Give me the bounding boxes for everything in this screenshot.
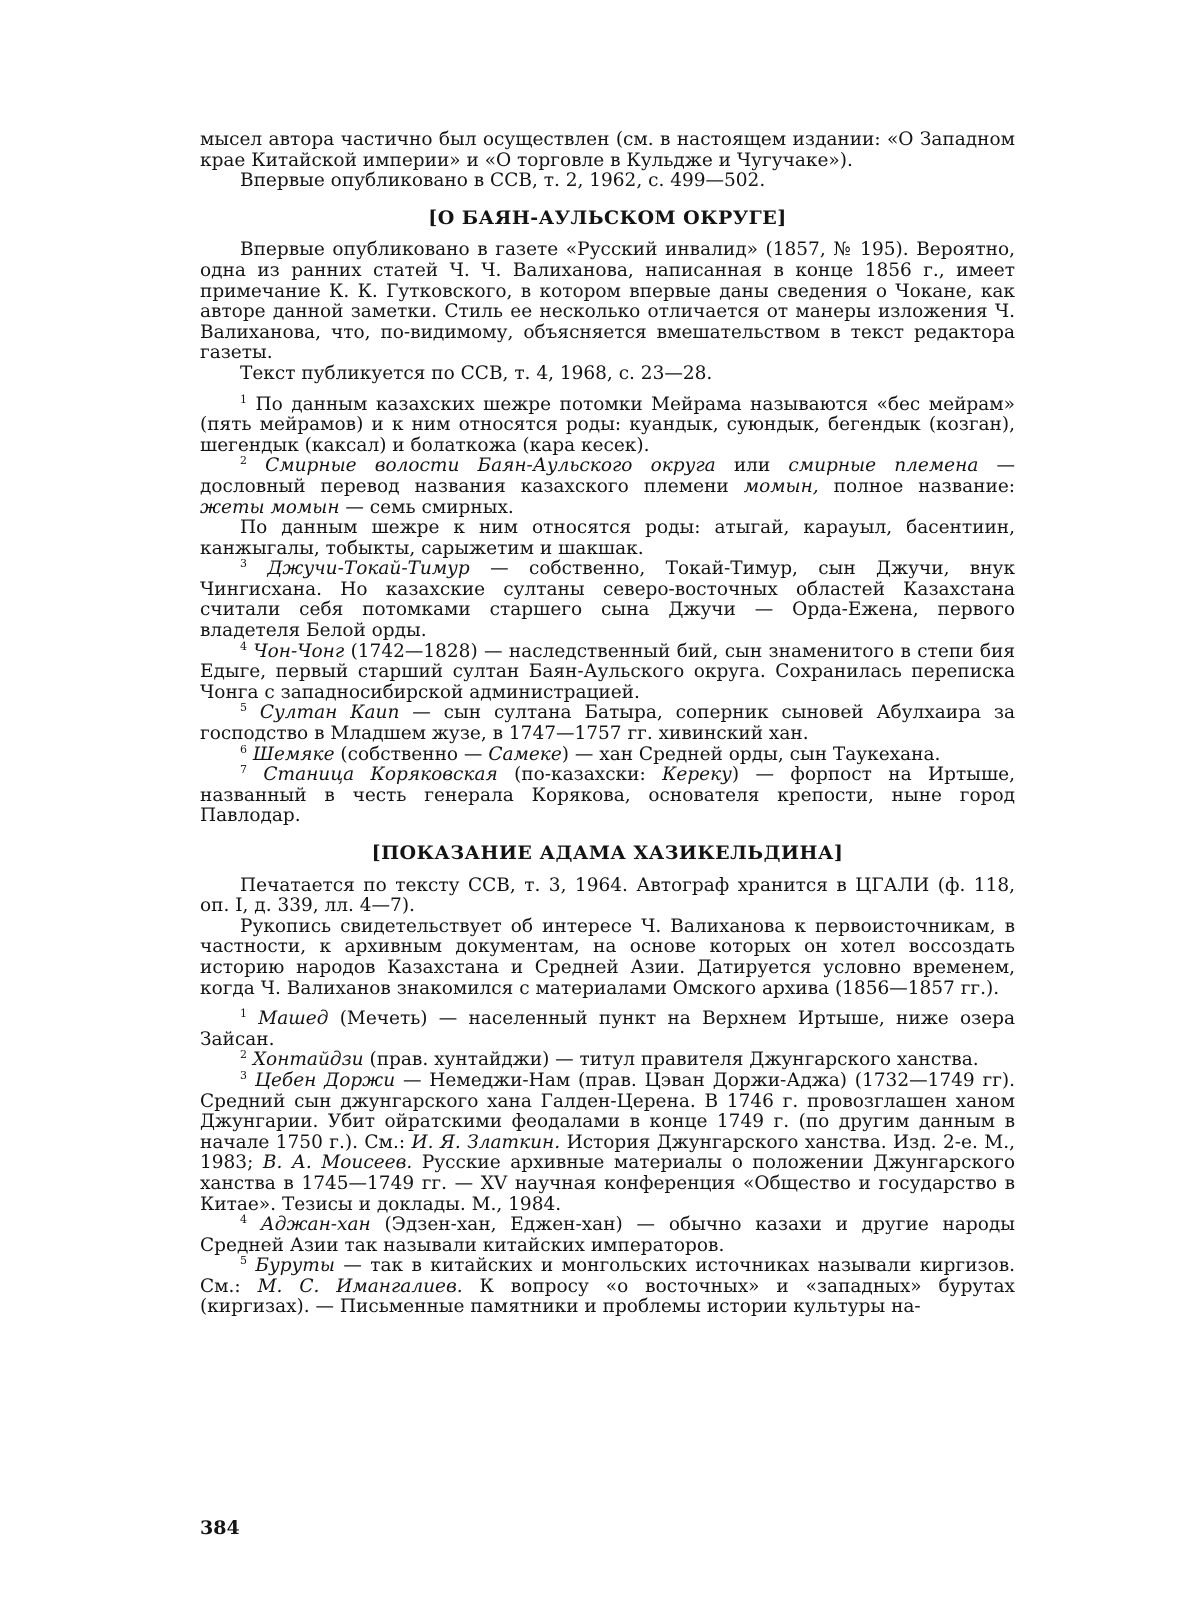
footnote: $^6$ Шемяке (собственно — Самеке) — хан Средней орды, сын Таукехана.: [240, 742, 941, 765]
section1-source-note: Текст публикуется по ССВ, т. 4, 1968, с. 23—28.: [240, 362, 713, 384]
footnote: $^2$ Смирные волости Баян-Аульского округа или смирные племена — дословный перевод названия казахского племени момын, полное название: жеты момын — семь смирных.: [200, 454, 1015, 518]
intro-paragraph: мысел автора частично был осуществлен (см. в настоящем издании: «О Западном крае Китайской империи» и «О торговле в Кульдже и Чугучаке»).: [200, 129, 1015, 171]
footnote-continuation: По данным шежре к ним относятся роды: атыгай, карауыл, басентиин, канжыгалы, тобыкты, сарыжетим и шакшак.: [200, 517, 1015, 559]
section2-paragraph: Печатается по тексту ССВ, т. 3, 1964. Автограф хранится в ЦГАЛИ (ф. 118, оп. I, д. 339, лл. 4—7).: [200, 874, 1015, 917]
footnote: $^1$ По данным казахских шежре потомки Мейрама называются «бес мейрам» (пять мейрамов) и к ним относятся роды: куандык, суюндык, бегендык (козган), шегендык (каксал) и болаткожа (кара кесек).: [200, 392, 1015, 456]
book-page: [200, 130, 1015, 1550]
intro-publication-note: Впервые опубликовано в ССВ, т. 2, 1962, с. 499—502.: [240, 170, 766, 192]
footnote: $^3$ Цебен Доржи — Немеджи-Нам (прав. Цэван Доржи-Аджа) (1732—1749 гг). Средний сын джунгарского хана Галден-Церена. В 1746 г. провозглашен ханом Джунгарии. Убит ойратскими феодалами в конце 1749 г. (по другим данным в начале 1750 г.). См.: И. Я. Златкин. История Джунгарского ханства. Изд. 2-е. М., 1983; В. А. Моисеев. Русские архивные материалы о положении Джунгарского ханства в 1745—1749 гг. — XV научная конференция «Общество и государство в Китае». Тезисы и доклады. М., 1984.: [200, 1068, 1016, 1215]
section-heading-bayan-aul: [О БАЯН-АУЛЬСКОМ ОКРУГЕ]: [428, 206, 787, 229]
section-heading-khazikeldin: [ПОКАЗАНИЕ АДАМА ХАЗИКЕЛЬДИНА]: [371, 842, 844, 864]
footnote: $^4$ Чон-Чонг (1742—1828) — наследственный бий, сын знаменитого в степи бия Едыге, первый старший султан Баян-Аульского округа. Сохранилась переписка Чонга с западносибирской администрацией.: [200, 639, 1015, 703]
footnote: $^2$ Хонтайдзи (прав. хунтайджи) — титул правителя Джунгарского ханства.: [240, 1048, 979, 1071]
section2-paragraph: Рукопись свидетельствует об интересе Ч. Валиханова к первоисточникам, в частности, к архивным документам, на основе которых он хотел воссоздать историю народов Казахстана и Средней Азии. Датируется условно временем, когда Ч. Валиханов знакомился с материалами Омского архива (1856—1857 гг.).: [200, 915, 1015, 999]
footnote: $^5$ Буруты — так в китайских и монгольских источниках называли киргизов. См.: М. С. Имангалиев. К вопросу «о восточных» и «западных» бурутах (киргизах). — Письменные памятники и проблемы истории культуры на-: [200, 1254, 1015, 1318]
footnote: $^3$ Джучи-Токай-Тимур — собственно, Токай-Тимур, сын Джучи, внук Чингисхана. Но казахские султаны северо-восточных областей Казахстана считали себя потомками старшего сына Джучи — Орда-Ежена, первого владетеля Белой орды.: [200, 557, 1016, 642]
page-number: 384: [200, 1517, 240, 1539]
footnote: $^5$ Султан Каип — сын султана Батыра, соперник сыновей Абулхаира за господство в Младшем жузе, в 1747—1757 гг. хивинский хан.: [200, 701, 1015, 745]
section1-paragraph: Впервые опубликовано в газете «Русский инвалид» (1857, № 195). Вероятно, одна из ранних статей Ч. Ч. Валиханова, написанная в конце 1856 г., имеет примечание К. К. Гутковского, в котором впервые даны сведения о Чокане, как авторе данной заметки. Стиль ее несколько отличается от манеры изложения Ч. Валиханова, что, по-видимому, объясняется вмешательством в текст редактора газеты.: [200, 239, 1015, 364]
footnote: $^1$ Машед (Мечеть) — населенный пункт на Верхнем Иртыше, ниже озера Зайсан.: [200, 1007, 1015, 1050]
footnote: $^4$ Аджан-хан (Эдзен-хан, Еджен-хан) — обычно казахи и другие народы Средней Азии так называли китайских императоров.: [200, 1213, 1016, 1256]
footnote: $^7$ Станица Коряковская (по-казахски: Кереку) — форпост на Иртыше, названный в честь генерала Корякова, основателя крепости, ныне город Павлодар.: [200, 763, 1015, 827]
